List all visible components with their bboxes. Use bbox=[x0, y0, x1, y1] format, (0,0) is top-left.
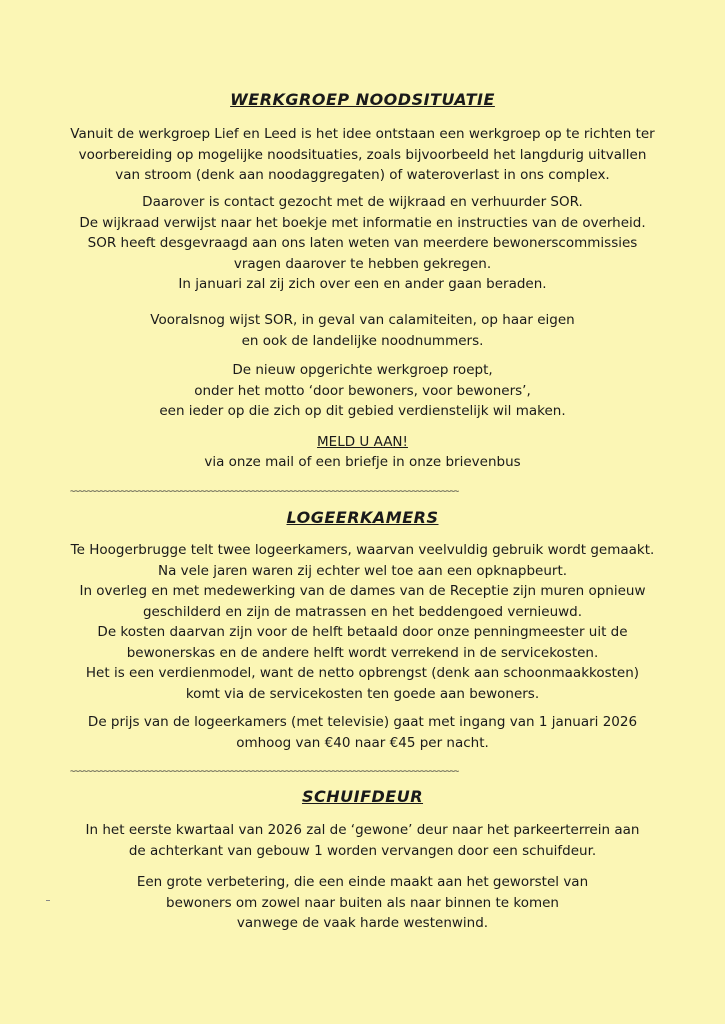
logeerkamers-paragraph-2 bbox=[0, 712, 725, 753]
tilde-divider: ~~~~~~~~~~~~~~~~~~~~~~~~~~~~~~~~~~~~~~~~~~~~~~~~~~~~~~~~~~~~~~~~~~~~~~~~~~~~~~~~~~~~~~~~~~~~ bbox=[70, 488, 459, 496]
text-line: onder het motto ‘door bewoners, voor bewoners’, bbox=[194, 382, 531, 399]
werkgroep-title: WERKGROEP NOODSITUATIE bbox=[230, 90, 495, 109]
schuifdeur-paragraph-1 bbox=[0, 820, 725, 861]
text-line: In januari zal zij zich over een en ander gaan beraden. bbox=[178, 276, 547, 292]
scan-speck bbox=[46, 900, 50, 901]
text-line: van stroom (denk aan noodaggregaten) of wateroverlast in ons complex. bbox=[115, 167, 610, 183]
text-line: De prijs van de logeerkamers (met televisie) gaat met ingang van 1 januari 2026 bbox=[87, 714, 638, 730]
section-logeerkamers bbox=[0, 508, 725, 528]
text-line: De wijkraad verwijst naar het boekje met informatie en instructies van de overheid. bbox=[79, 214, 646, 231]
text-line: In het eerste kwartaal van 2026 zal de ‘gewone’ deur naar het parkeerterrein aan bbox=[85, 822, 640, 838]
text-line: vragen daarover te hebben gekregen. bbox=[233, 255, 492, 272]
werkgroep-paragraph-4 bbox=[0, 360, 725, 422]
text-line: Daarover is contact gezocht met de wijkraad en verhuurder SOR. bbox=[142, 194, 583, 210]
meld-aan-subtext: via onze mail of een briefje in onze brievenbus bbox=[204, 454, 521, 470]
text-line: Te Hoogerbrugge telt twee logeerkamers, waarvan veelvuldig gebruik wordt gemaakt. bbox=[70, 542, 655, 558]
text-line: Vanuit de werkgroep Lief en Leed is het idee ontstaan een werkgroep op te richten ter bbox=[70, 126, 655, 142]
text-line: de achterkant van gebouw 1 worden vervangen door een schuifdeur. bbox=[128, 842, 597, 859]
werkgroep-paragraph-2 bbox=[0, 192, 725, 295]
text-line: Het is een verdienmodel, want de netto opbrengst (denk aan schoonmaakkosten) bbox=[85, 665, 640, 681]
tilde-divider: ~~~~~~~~~~~~~~~~~~~~~~~~~~~~~~~~~~~~~~~~~~~~~~~~~~~~~~~~~~~~~~~~~~~~~~~~~~~~~~~~~~~~~~~~~~~~ bbox=[70, 768, 459, 776]
schuifdeur-title: SCHUIFDEUR bbox=[301, 787, 424, 806]
text-line: Vooralsnog wijst SOR, in geval van calamiteiten, op haar eigen bbox=[150, 312, 575, 328]
text-line: en ook de landelijke noodnummers. bbox=[241, 332, 484, 349]
schuifdeur-paragraph-2 bbox=[0, 872, 725, 934]
logeerkamers-title: LOGEERKAMERS bbox=[286, 508, 439, 527]
text-line: SOR heeft desgevraagd aan ons laten weten van meerdere bewonerscommissies bbox=[87, 235, 638, 251]
werkgroep-paragraph-1 bbox=[0, 124, 725, 186]
text-line: De kosten daarvan zijn voor de helft betaald door onze penningmeester uit de bbox=[97, 624, 628, 640]
werkgroep-call-to-action bbox=[0, 432, 725, 473]
text-line: bewoners om zowel naar buiten als naar binnen te komen bbox=[166, 894, 559, 911]
text-line: bewonerskas en de andere helft wordt verrekend in de servicekosten. bbox=[126, 644, 599, 661]
text-line: Een grote verbetering, die een einde maakt aan het geworstel van bbox=[136, 874, 589, 890]
text-line: Na vele jaren waren zij echter wel toe aan een opknapbeurt. bbox=[157, 562, 568, 579]
text-line: een ieder op die zich op dit gebied verdienstelijk wil maken. bbox=[159, 403, 566, 419]
werkgroep-paragraph-3 bbox=[0, 310, 725, 351]
text-line: In overleg en met medewerking van de dames van de Receptie zijn muren opnieuw bbox=[79, 583, 646, 599]
text-line: komt via de servicekosten ten goede aan bewoners. bbox=[185, 685, 540, 702]
text-line: vanwege de vaak harde westenwind. bbox=[236, 915, 489, 931]
section-schuifdeur bbox=[0, 787, 725, 807]
text-line: geschilderd en zijn de matrassen en het beddengoed vernieuwd. bbox=[142, 603, 583, 620]
logeerkamers-paragraph-1 bbox=[0, 540, 725, 704]
text-line: omhoog van €40 naar €45 per nacht. bbox=[236, 734, 489, 751]
section-werkgroep bbox=[0, 90, 725, 110]
text-line: De nieuw opgerichte werkgroep roept, bbox=[232, 362, 493, 378]
meld-aan-heading: MELD U AAN! bbox=[317, 434, 408, 450]
text-line: voorbereiding op mogelijke noodsituaties, zoals bijvoorbeeld het langdurig uitvallen bbox=[78, 146, 647, 163]
